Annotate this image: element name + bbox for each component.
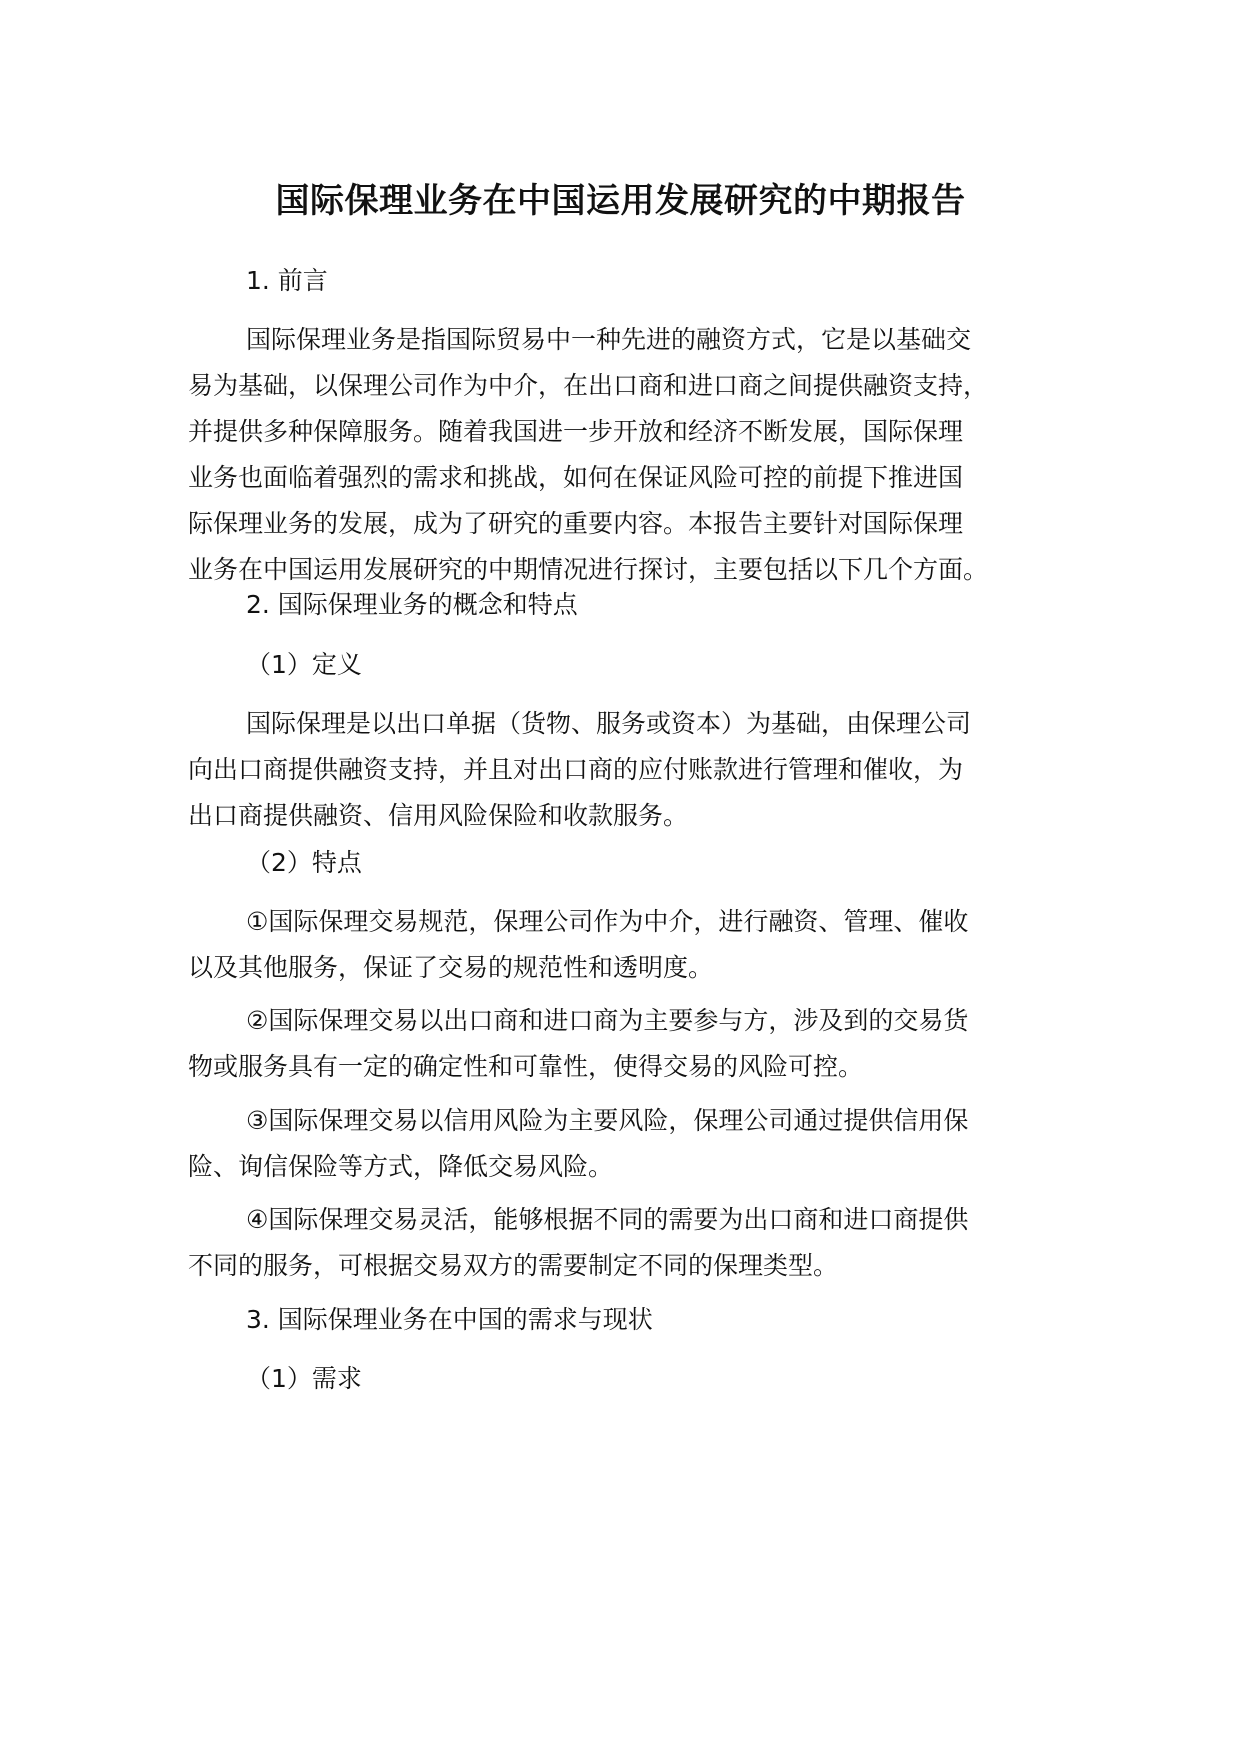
text-line: 3. 国际保理业务在中国的需求与现状: [246, 1305, 653, 1334]
paragraph-intro: [188, 317, 1088, 593]
text-line: 业务也面临着强烈的需求和挑战，如何在保证风险可控的前提下推进国: [188, 463, 964, 492]
text-line: 不同的服务，可根据交易双方的需要制定不同的保理类型。: [188, 1251, 839, 1280]
text-line: （2）特点: [246, 848, 362, 877]
text-line: 并提供多种保障服务。随着我国进一步开放和经济不断发展，国际保理: [188, 417, 964, 446]
text-line: 出口商提供融资、信用风险保险和收款服务。: [188, 801, 689, 830]
subheading-demand: [188, 1356, 1088, 1402]
text-line: ④国际保理交易灵活，能够根据不同的需要为出口商和进口商提供: [246, 1205, 969, 1234]
paragraph-definition: [188, 701, 1088, 839]
subheading-definition: [188, 642, 1088, 688]
text-line: 1. 前言: [246, 266, 328, 295]
text-line: 业务在中国运用发展研究的中期情况进行探讨，主要包括以下几个方面。: [188, 555, 989, 584]
text-line: 际保理业务的发展，成为了研究的重要内容。本报告主要针对国际保理: [188, 509, 964, 538]
text-line: 国际保理业务是指国际贸易中一种先进的融资方式，它是以基础交: [246, 325, 972, 354]
heading-1: [188, 258, 1088, 304]
document-title: 国际保理业务在中国运用发展研究的中期报告: [275, 181, 966, 221]
text-line: 国际保理是以出口单据（货物、服务或资本）为基础，由保理公司: [246, 709, 972, 738]
paragraph-feature-2: [188, 998, 1088, 1090]
text-line: ③国际保理交易以信用风险为主要风险，保理公司通过提供信用保: [246, 1106, 969, 1135]
heading-3: [188, 1297, 1088, 1343]
text-line: 险、询信保险等方式，降低交易风险。: [188, 1152, 614, 1181]
text-line: 2. 国际保理业务的概念和特点: [246, 590, 578, 619]
text-line: ②国际保理交易以出口商和进口商为主要参与方，涉及到的交易货: [246, 1006, 969, 1035]
paragraph-feature-4: [188, 1197, 1088, 1289]
text-line: 向出口商提供融资支持，并且对出口商的应付账款进行管理和催收，为: [188, 755, 964, 784]
text-line: ①国际保理交易规范，保理公司作为中介，进行融资、管理、催收: [246, 907, 969, 936]
subheading-features: [188, 840, 1088, 886]
heading-2: [188, 582, 1088, 628]
text-line: （1）需求: [246, 1364, 362, 1393]
text-line: （1）定义: [246, 650, 362, 679]
text-line: 易为基础，以保理公司作为中介，在出口商和进口商之间提供融资支持，: [188, 371, 989, 400]
text-line: 以及其他服务，保证了交易的规范性和透明度。: [188, 953, 714, 982]
paragraph-feature-3: [188, 1098, 1088, 1190]
paragraph-feature-1: [188, 899, 1088, 991]
text-line: 物或服务具有一定的确定性和可靠性，使得交易的风险可控。: [188, 1052, 864, 1081]
